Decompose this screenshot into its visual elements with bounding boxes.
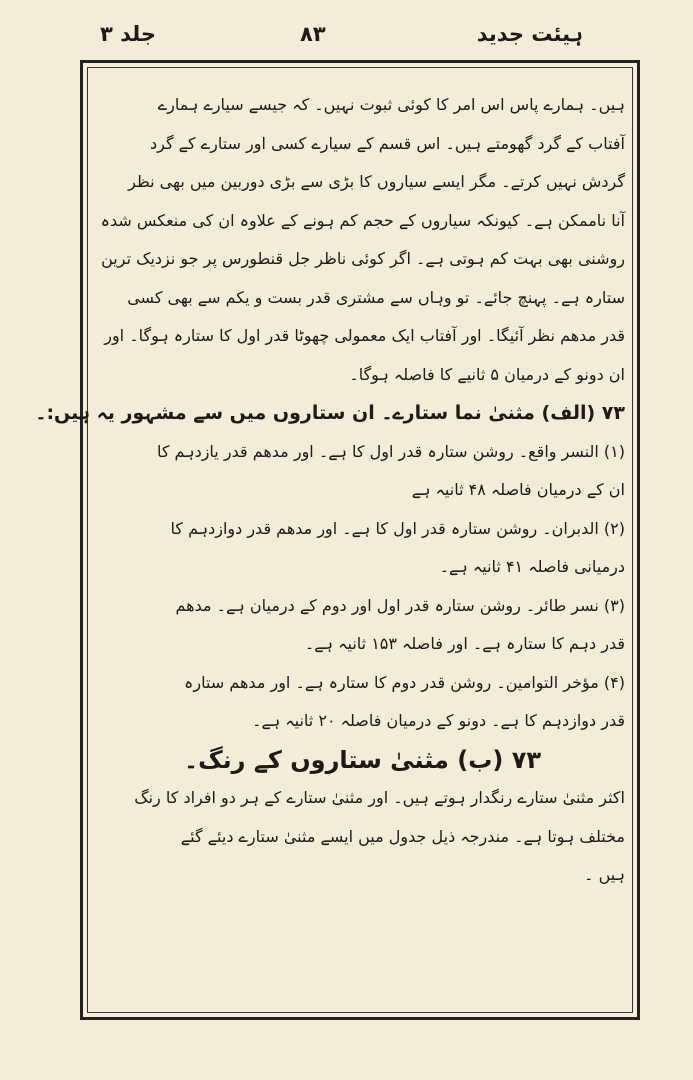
body-line: آنا ناممکن ہے۔ کیونکہ سیاروں کے حجم کم ہونے کے علاوہ ان کی منعکس شدہ [100,210,625,230]
body-line: ہیں ۔ [584,865,625,884]
body-line: اکثر مثنیٰ ستارے رنگدار ہوتے ہیں۔ اور مثنیٰ ستارے کے ہر دو افراد کا رنگ [134,788,625,807]
body-line: ان دونو کے درمیان ۵ ثانیے کا فاصلہ ہوگا۔ [349,364,625,384]
body-line: ہیں۔ ہمارے پاس اس امر کا کوئی ثبوت نہیں۔ کہ جیسے سیارے ہمارے [157,95,625,114]
body-line: گردش نہیں کرتے۔ مگر ایسے سیاروں کا بڑی سے بڑی دوربین میں بھی نظر [128,172,625,191]
section-heading-star-colors: ۷۳ (ب) مثنیٰ ستاروں کے رنگ۔ [184,745,541,774]
body-line: قدر دہم کا ستارہ ہے۔ اور فاصلہ ۱۵۳ ثانیہ ہے۔ [304,634,625,653]
body-line: درمیانی فاصلہ ۴۱ ثانیہ ہے۔ [439,557,625,576]
page-header [0,22,693,62]
body-line: مختلف ہوتا ہے۔ مندرجہ ذیل جدول میں ایسے مثنیٰ ستارے دیئے گئے [180,826,625,846]
body-line: (۲) الدبران۔ روشن ستارہ قدر اول کا ہے۔ اور مدھم قدر دوازدہم کا [170,518,625,538]
body-line: (۳) نسر طائر۔ روشن ستارہ قدر اول اور دوم کے درمیان ہے۔ مدھم [175,595,625,615]
book-title: ہیئت جدید [476,22,583,46]
body-line: قدر دوازدہم کا ہے۔ دونو کے درمیان فاصلہ ۲۰ ثانیہ ہے۔ [252,711,625,730]
body-line: قدر مدھم نظر آئیگا۔ اور آفتاب ایک معمولی چھوٹا قدر اول کا ستارہ ہوگا۔ اور [104,326,625,345]
body-line: (۱) النسر واقع۔ روشن ستارہ قدر اول کا ہے۔ اور مدھم قدر یازدہم کا [156,441,625,461]
section-heading-double-stars: ۷۳ (الف) مثنیٰ نما ستارے۔ ان ستاروں میں سے مشہور یہ ہیں:۔ [35,402,625,424]
body-line: روشنی بھی بہت کم ہوتی ہے۔ اگر کوئی ناظر جل قنطورس پر جو نزدیک ترین [101,249,625,268]
page-number: ۸۳ [300,22,326,46]
body-line: ان کے درمیان فاصلہ ۴۸ ثانیہ ہے [411,480,625,499]
page-body [35,86,625,895]
body-line: آفتاب کے گرد گھومتے ہیں۔ اس قسم کے سیارے کسی اور ستارے کے گرد [150,133,625,153]
body-line: (۴) مؤخر التوامین۔ روشن قدر دوم کا ستارہ ہے۔ اور مدھم ستارہ [184,672,625,692]
volume-label: جلد ۳ [100,22,156,46]
body-line: ستارہ ہے۔ پہنچ جائے۔ تو وہاں سے مشتری قدر بست و یکم سے بھی کسی [127,287,625,307]
